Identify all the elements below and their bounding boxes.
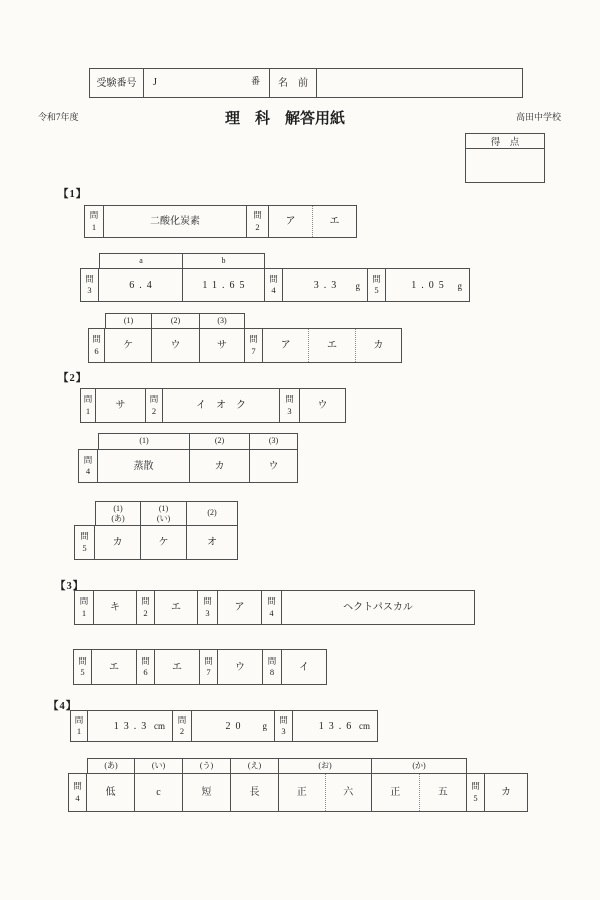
s1-q3-header	[99, 253, 265, 269]
s1-q6-header-1: (1)	[105, 313, 152, 329]
s4-q4-header-6: (か)	[372, 758, 467, 774]
school-name: 高田中学校	[516, 112, 562, 122]
s1-q1-answer: 二酸化炭素	[104, 205, 247, 238]
s4-q3-label: 問 3	[275, 710, 293, 742]
s1-q2-answer-1: ア	[285, 216, 296, 227]
s3-q6-label: 問 6	[137, 649, 155, 685]
s2-q3-answer: ウ	[300, 388, 346, 423]
section-3-label: 【3】	[55, 581, 85, 592]
s3-q4-label: 問 4	[262, 590, 282, 625]
s4-q4-answer-5a: 正	[296, 787, 307, 798]
s1-row-3	[88, 328, 402, 363]
s1-q2-answer-2: エ	[312, 206, 356, 237]
s1-q5-label: 問 5	[368, 268, 386, 302]
section-2-label: 【2】	[58, 373, 88, 384]
s2-row-2	[78, 449, 298, 483]
s1-q3-answer-a: 6.4	[99, 268, 183, 302]
s1-q6-header	[105, 313, 245, 329]
exam-no-label: 受験番号	[89, 68, 144, 98]
s1-q5-unit: g	[457, 281, 462, 292]
s4-q4-header-3: (う)	[183, 758, 231, 774]
score-box	[465, 133, 545, 183]
s4-q4-answer-6b: 五	[419, 774, 467, 811]
s3-row-1	[74, 590, 475, 625]
s1-q2-answer	[269, 205, 357, 238]
exam-no-field	[144, 68, 270, 98]
s4-q1-answer: 13.3 cm	[88, 710, 173, 742]
s2-q4-header	[98, 433, 298, 450]
s4-q4-header-4: (え)	[231, 758, 279, 774]
s3-q8-answer: イ	[282, 649, 327, 685]
s1-q6-header-2: (2)	[152, 313, 200, 329]
s2-row-1	[80, 388, 346, 423]
s1-row-2	[80, 268, 470, 302]
s4-q2-answer: 20 g	[192, 710, 275, 742]
s4-q3-unit: cm	[359, 721, 370, 732]
s2-q5-label: 問 5	[74, 525, 95, 560]
s1-q6-header-3: (3)	[200, 313, 245, 329]
s4-q4-answer-2: c	[135, 773, 183, 812]
s2-q5-answer-1: カ	[95, 525, 141, 560]
s4-q4-answer-6a: 正	[390, 787, 401, 798]
s1-row-1	[84, 205, 357, 238]
s1-q5-answer: 1.05 g	[386, 268, 470, 302]
s3-q7-label: 問 7	[200, 649, 218, 685]
s4-q5-answer: カ	[485, 773, 528, 812]
s1-q7-label: 問 7	[245, 328, 263, 363]
s2-q5-header-2: (1) (い)	[141, 501, 187, 526]
s3-q3-answer: ア	[218, 590, 262, 625]
s1-q7-answer	[263, 328, 402, 363]
s1-q3-label: 問 3	[80, 268, 99, 302]
exam-no-value: J	[153, 77, 157, 88]
s2-q3-label: 問 3	[280, 388, 300, 423]
s4-q2-label: 問 2	[173, 710, 192, 742]
score-box-label: 得 点	[466, 134, 544, 149]
s2-q4-answer-3: ウ	[250, 449, 298, 483]
s4-row-2	[68, 773, 528, 812]
s4-q4-header-5: (お)	[279, 758, 372, 774]
s2-q2-answer: イ オ ク	[163, 388, 280, 423]
page-title: 理 科 解答用紙	[224, 111, 345, 127]
s1-q3-answer-b: 11.65	[183, 268, 265, 302]
s4-q4-header-1: (あ)	[87, 758, 135, 774]
s1-q1-label: 問 1	[84, 205, 104, 238]
s1-q6-label: 問 6	[88, 328, 105, 363]
s1-q4-label: 問 4	[265, 268, 283, 302]
s2-q4-header-2: (2)	[190, 433, 250, 450]
s4-q4-header-2: (い)	[135, 758, 183, 774]
s3-q5-label: 問 5	[73, 649, 92, 685]
s3-q2-answer: エ	[155, 590, 198, 625]
s1-q4-unit: g	[355, 281, 360, 292]
s4-q4-answer-5	[279, 773, 372, 812]
s4-q1-unit: cm	[154, 721, 165, 732]
s1-q2-label: 問 2	[247, 205, 269, 238]
s4-q1-label: 問 1	[70, 710, 88, 742]
s3-q2-label: 問 2	[137, 590, 155, 625]
exam-no-unit: 番	[250, 76, 260, 86]
s1-q7-answer-2: エ	[308, 329, 354, 362]
section-4-label: 【4】	[48, 701, 78, 712]
s4-q4-label: 問 4	[68, 773, 87, 812]
s4-q4-answer-3: 短	[183, 773, 231, 812]
s2-q1-answer: サ	[96, 388, 146, 423]
s1-q4-answer: 3.3 g	[283, 268, 368, 302]
s4-q4-answer-4: 長	[231, 773, 279, 812]
s2-q1-label: 問 1	[80, 388, 96, 423]
s3-q5-answer: エ	[92, 649, 137, 685]
s2-q4-answer-1: 蒸散	[98, 449, 190, 483]
s4-q2-unit: g	[262, 721, 267, 732]
s2-row-3	[74, 525, 238, 560]
s4-q4-answer-6	[372, 773, 467, 812]
s2-q5-answer-3: オ	[187, 525, 238, 560]
s1-q6-answer-3: サ	[200, 328, 245, 363]
s4-q3-answer: 13.6 cm	[293, 710, 378, 742]
name-label: 名 前	[270, 68, 317, 98]
s3-q1-label: 問 1	[74, 590, 94, 625]
s2-q4-label: 問 4	[78, 449, 98, 483]
s2-q5-header-1: (1) (あ)	[95, 501, 141, 526]
s3-q6-answer: エ	[155, 649, 200, 685]
s1-q3-header-a: a	[99, 253, 183, 269]
s4-q4-answer-5b: 六	[325, 774, 372, 811]
s1-q6-answer-2: ウ	[152, 328, 200, 363]
s4-q4-header	[87, 758, 467, 774]
s1-q7-answer-3: カ	[355, 329, 401, 362]
section-1-label: 【1】	[58, 189, 88, 200]
s4-q4-answer-1: 低	[87, 773, 135, 812]
s3-q4-answer: ヘクトパスカル	[282, 590, 475, 625]
s3-q8-label: 問 8	[263, 649, 282, 685]
s3-q3-label: 問 3	[198, 590, 218, 625]
score-box-value	[466, 149, 544, 183]
s2-q5-header-3: (2)	[187, 501, 238, 526]
s1-q3-header-b: b	[183, 253, 265, 269]
s3-row-2	[73, 649, 327, 685]
s1-q7-answer-1: ア	[280, 340, 291, 351]
s3-q1-answer: キ	[94, 590, 137, 625]
s1-q6-answer-1: ケ	[105, 328, 152, 363]
s2-q4-answer-2: カ	[190, 449, 250, 483]
examinee-bar	[89, 68, 523, 98]
name-field	[317, 68, 523, 98]
s4-row-1	[70, 710, 378, 742]
s3-q7-answer: ウ	[218, 649, 263, 685]
s2-q4-header-1: (1)	[98, 433, 190, 450]
s2-q2-label: 問 2	[146, 388, 163, 423]
s2-q4-header-3: (3)	[250, 433, 298, 450]
era-label: 令和7年度	[38, 112, 79, 122]
s2-q5-answer-2: ケ	[141, 525, 187, 560]
s2-q5-header	[95, 501, 238, 526]
s4-q5-label: 問 5	[467, 773, 485, 812]
